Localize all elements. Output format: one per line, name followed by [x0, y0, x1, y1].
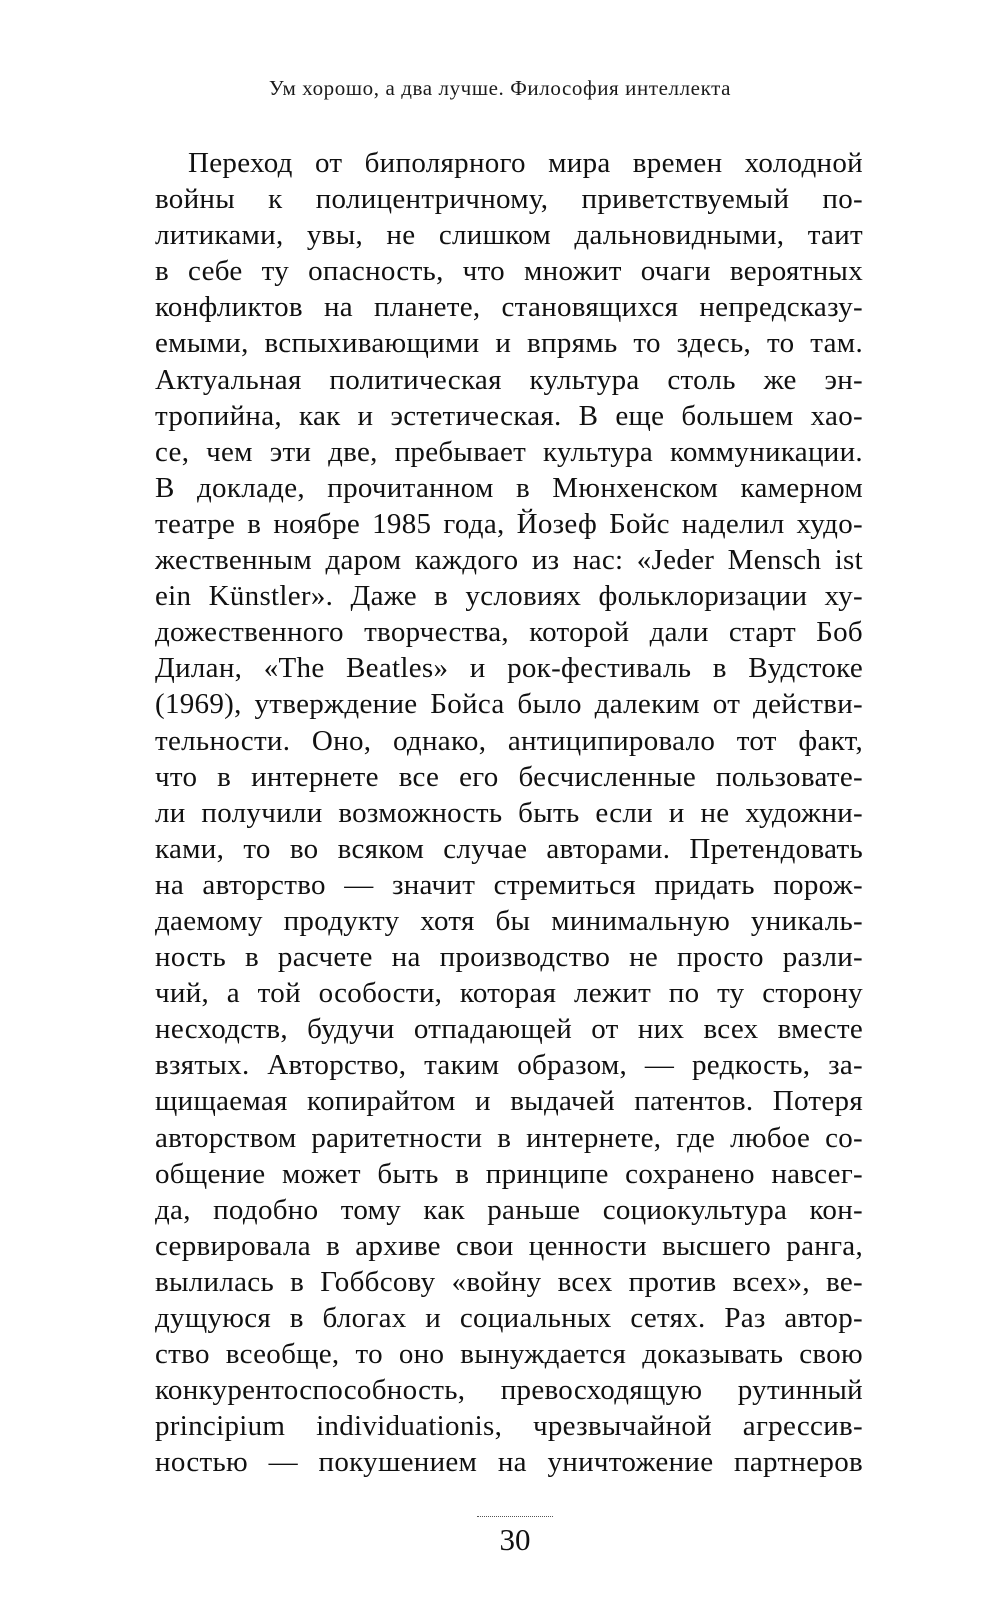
- text-line: конкурентоспособность, превосходящую рутинный: [155, 1374, 863, 1407]
- text-line: взятых. Авторство, таким образом, — редкость, за-: [155, 1049, 863, 1082]
- text-line: тропийна, как и эстетическая. В еще большем хао-: [155, 399, 863, 432]
- text-line: principium individuationis, чрезвычайной агрессив-: [155, 1410, 863, 1443]
- folio-dotted-rule: [477, 1516, 553, 1517]
- text-line: ство всеобще, то оно вынуждается доказывать свою: [155, 1338, 863, 1371]
- text-line: Актуальная политическая культура столь же эн-: [155, 363, 863, 396]
- text-line: даемому продукту хотя бы минимальную уникаль-: [155, 904, 863, 937]
- text-line: несходств, будучи отпадающей от них всех вместе: [155, 1013, 863, 1046]
- text-line: вылилась в Гоббсову «войну всех против всех», ве-: [155, 1265, 863, 1298]
- text-line: ли получили возможность быть если и не художни-: [155, 796, 863, 829]
- text-line: жественным даром каждого из нас: «Jeder Mensch ist: [155, 544, 863, 577]
- text-line: Дилан, «The Beatles» и рок-фестиваль в Вудстоке: [155, 652, 863, 685]
- text-line: театре в ноябре 1985 года, Йозеф Бойс наделил худо-: [155, 507, 863, 540]
- text-line: щищаемая копирайтом и выдачей патентов. Потеря: [155, 1085, 863, 1118]
- text-line: литиками, увы, не слишком дальновидными, таит: [155, 219, 863, 252]
- text-line: конфликтов на планете, становящихся непредсказу-: [155, 291, 863, 324]
- page-number: 30: [499, 1522, 531, 1557]
- text-line: тельности. Оно, однако, антиципировало тот факт,: [155, 724, 863, 757]
- text-line: чий, а той особости, которая лежит по ту сторону: [155, 977, 863, 1010]
- text-line: (1969), утверждение Бойса было далеким от действи-: [155, 688, 863, 721]
- text-line: общение может быть в принципе сохранено навсег-: [155, 1157, 863, 1190]
- body-paragraph: [155, 145, 863, 1480]
- text-line: дожественного творчества, которой дали старт Боб: [155, 616, 863, 649]
- text-line: дущуюся в блогах и социальных сетях. Раз автор-: [155, 1302, 863, 1334]
- text-line: ein Künstler». Даже в условиях фольклоризации ху-: [155, 580, 863, 613]
- text-line: Переход от биполярного мира времен холодной: [188, 147, 863, 179]
- text-line: что в интернете все его бесчисленные пользовате-: [155, 760, 863, 793]
- text-line: на авторство — значит стремиться придать порож-: [155, 868, 863, 901]
- text-line: войны к полицентричному, приветствуемый по-: [155, 183, 863, 216]
- text-line: В докладе, прочитанном в Мюнхенском камерном: [155, 471, 863, 504]
- text-line: емыми, вспыхивающими и впрямь то здесь, то там.: [155, 327, 863, 360]
- text-line: ность в расчете на производство не просто разли-: [155, 941, 863, 974]
- text-line: ками, то во всяком случае авторами. Претендовать: [155, 832, 863, 865]
- text-line: ностью — покушением на уничтожение партнеров: [155, 1446, 863, 1479]
- text-line: сервировала в архиве свои ценности высшего ранга,: [155, 1229, 863, 1262]
- text-line: се, чем эти две, пребывает культура коммуникации.: [155, 435, 863, 468]
- text-line: авторством раритетности в интернете, где любое со-: [155, 1121, 863, 1154]
- text-line: да, подобно тому как раньше социокультура кон-: [155, 1193, 863, 1226]
- running-head: Ум хорошо, а два лучше. Философия интеллекта: [268, 76, 732, 100]
- text-line: в себе ту опасность, что множит очаги вероятных: [155, 255, 863, 288]
